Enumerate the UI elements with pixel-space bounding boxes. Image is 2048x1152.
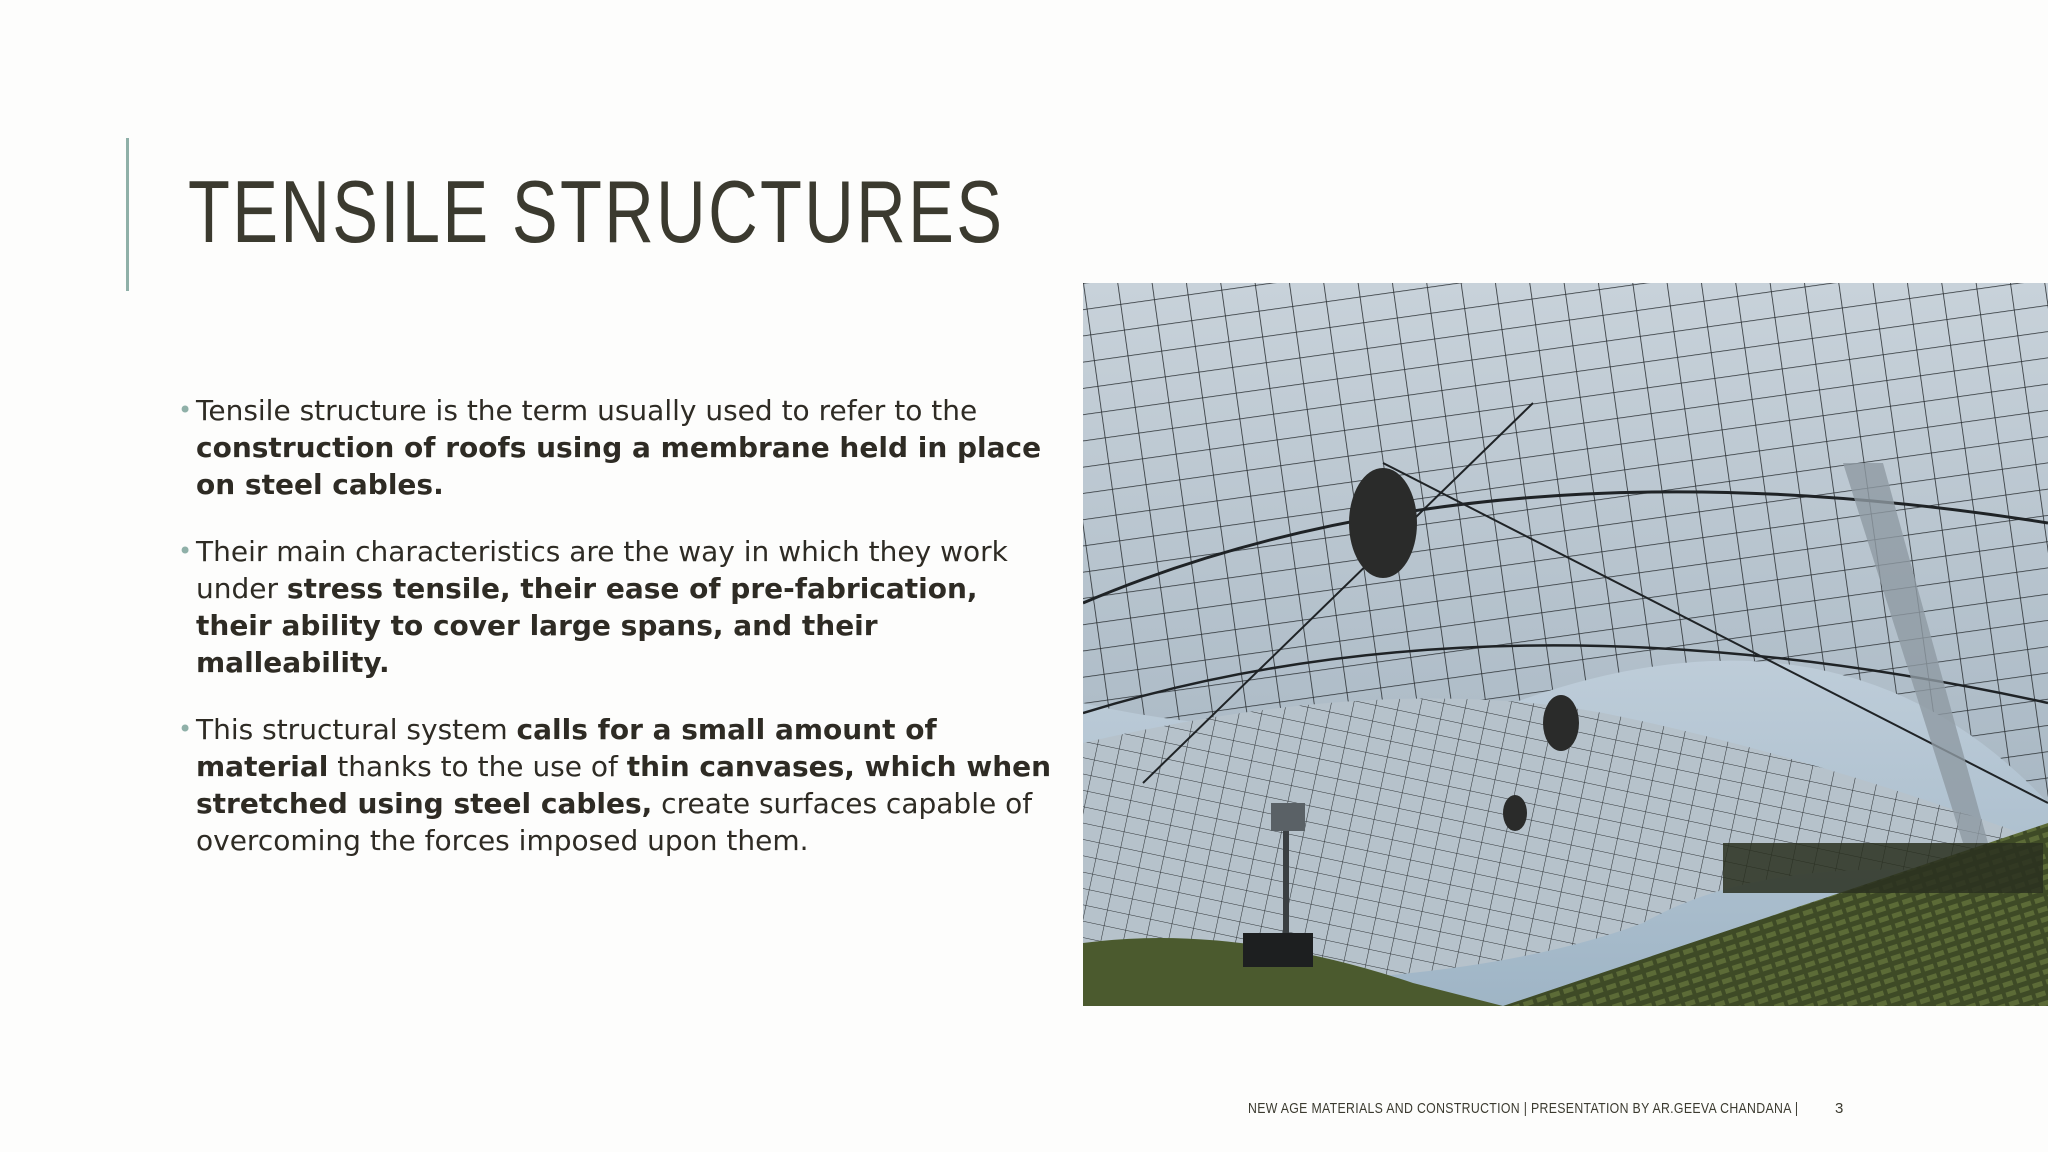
bullet-dot-icon: •	[178, 396, 193, 424]
bullet-text-bold: calls for a small amount of material	[196, 713, 937, 783]
bullet-list	[178, 392, 1058, 889]
bullet-text: create surfaces capable of overcoming the forces imposed upon them.	[196, 787, 1033, 857]
bullet-text: thanks to the use of	[328, 750, 627, 783]
bullet-text-bold: construction of roofs using a membrane held in place on steel cables.	[196, 431, 1042, 501]
bullet-text-bold: thin canvases, which when stretched using steel cables,	[196, 750, 1052, 820]
tensile-roof-photo	[1083, 283, 2048, 1006]
bullet-item	[178, 711, 1058, 859]
bullet-text-bold: stress tensile, their ease of pre-fabrication, their ability to cover large spans, and their malleability.	[196, 572, 978, 679]
footer-text: NEW AGE MATERIALS AND CONSTRUCTION | PRESENTATION BY AR.GEEVA CHANDANA |	[1248, 1100, 1799, 1117]
page-number: 3	[1835, 1100, 1844, 1117]
stadium-roof-illustration	[1083, 283, 2048, 1006]
bullet-text: Tensile structure is the term usually used to refer to the	[196, 394, 978, 427]
slide-title: TENSILE STRUCTURES	[188, 162, 1005, 261]
bullet-item	[178, 392, 1058, 503]
bullet-dot-icon: •	[178, 715, 193, 743]
title-accent-bar	[126, 138, 129, 291]
bullet-text: Their main characteristics are the way in which they work under	[196, 535, 1008, 605]
bullet-text: This structural system	[196, 713, 517, 746]
bullet-item	[178, 533, 1058, 681]
bullet-dot-icon: •	[178, 537, 193, 565]
